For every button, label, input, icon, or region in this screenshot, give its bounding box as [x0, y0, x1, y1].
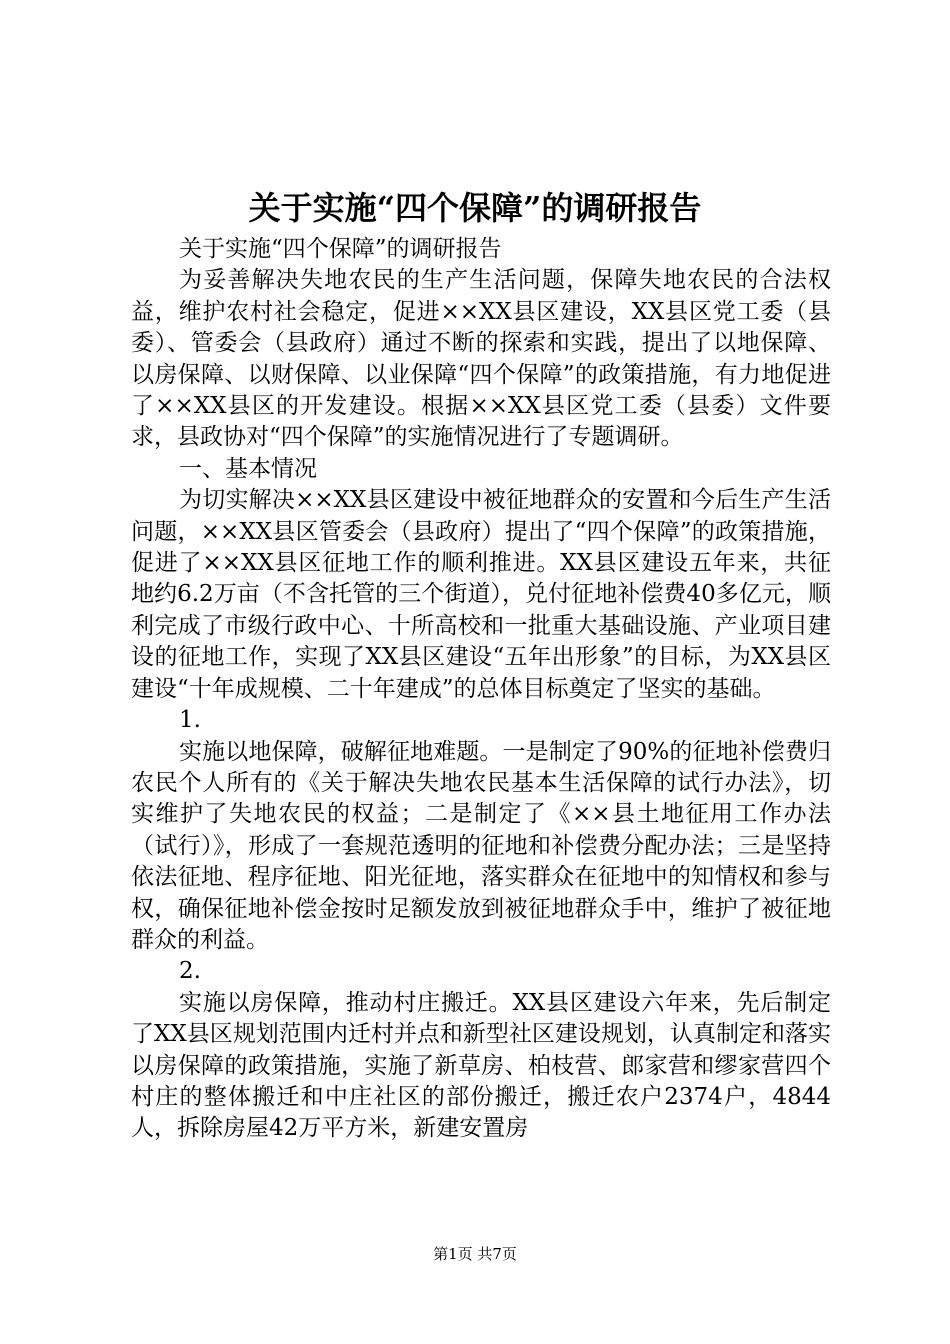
paragraph-intro: 为妥善解决失地农民的生产生活问题，保障失地农民的合法权益，维护农村社会稳定，促进××XX县区建设，XX县区党工委（县委）、管委会（县政府）通过不断的探索和实践，提出了以地保障、以房保障、以财保障、以业保障“四个保障”的政策措施，有力地促进了××XX县区的开发建设。根据××XX县区党工委（县委）文件要求，县政协对“四个保障”的实施情况进行了专题调研。	[131, 267, 831, 451]
document-body	[131, 234, 831, 1145]
list-number-2: 2.	[179, 958, 201, 985]
section-heading-basic-situation: 一、基本情况	[179, 455, 317, 482]
list-number-1: 1.	[179, 707, 201, 734]
document-title: 关于实施“四个保障”的调研报告	[248, 189, 702, 227]
paragraph-land-guarantee: 实施以地保障，破解征地难题。一是制定了90%的征地补偿费归农民个人所有的《关于解决失地农民基本生活保障的试行办法》，切实维护了失地农民的权益；二是制定了《××县土地征用工作办法（试行）》，形成了一套规范透明的征地和补偿费分配办法；三是坚持依法征地、程序征地、阳光征地，落实群众在征地中的知情权和参与权，确保征地补偿金按时足额发放到被征地群众手中，维护了被征地群众的利益。	[131, 738, 831, 953]
page-footer: 第1页 共7页	[433, 1245, 517, 1263]
paragraph-housing-guarantee: 实施以房保障，推动村庄搬迁。XX县区建设六年来，先后制定了XX县区规划范围内迁村并点和新型社区建设规划，认真制定和落实以房保障的政策措施，实施了新草房、柏枝营、郎家营和缪家营四个村庄的整体搬迁和中庄社区的部份搬迁，搬迁农户2374户，4844人，拆除房屋42万平方米，新建安置房	[131, 989, 831, 1142]
paragraph-basic-situation: 为切实解决××XX县区建设中被征地群众的安置和今后生产生活问题，××XX县区管委会（县政府）提出了“四个保障”的政策措施，促进了××XX县区征地工作的顺利推进。XX县区建设五年来，共征地约6.2万亩（不含托管的三个街道），兑付征地补偿费40多亿元，顺利完成了市级行政中心、十所高校和一批重大基础设施、产业项目建设的征地工作，实现了XX县区建设“五年出形象”的目标，为XX县区建设“十年成规模、二十年建成”的总体目标奠定了坚实的基础。	[131, 487, 831, 702]
paragraph-subtitle: 关于实施“四个保障”的调研报告	[179, 236, 502, 262]
